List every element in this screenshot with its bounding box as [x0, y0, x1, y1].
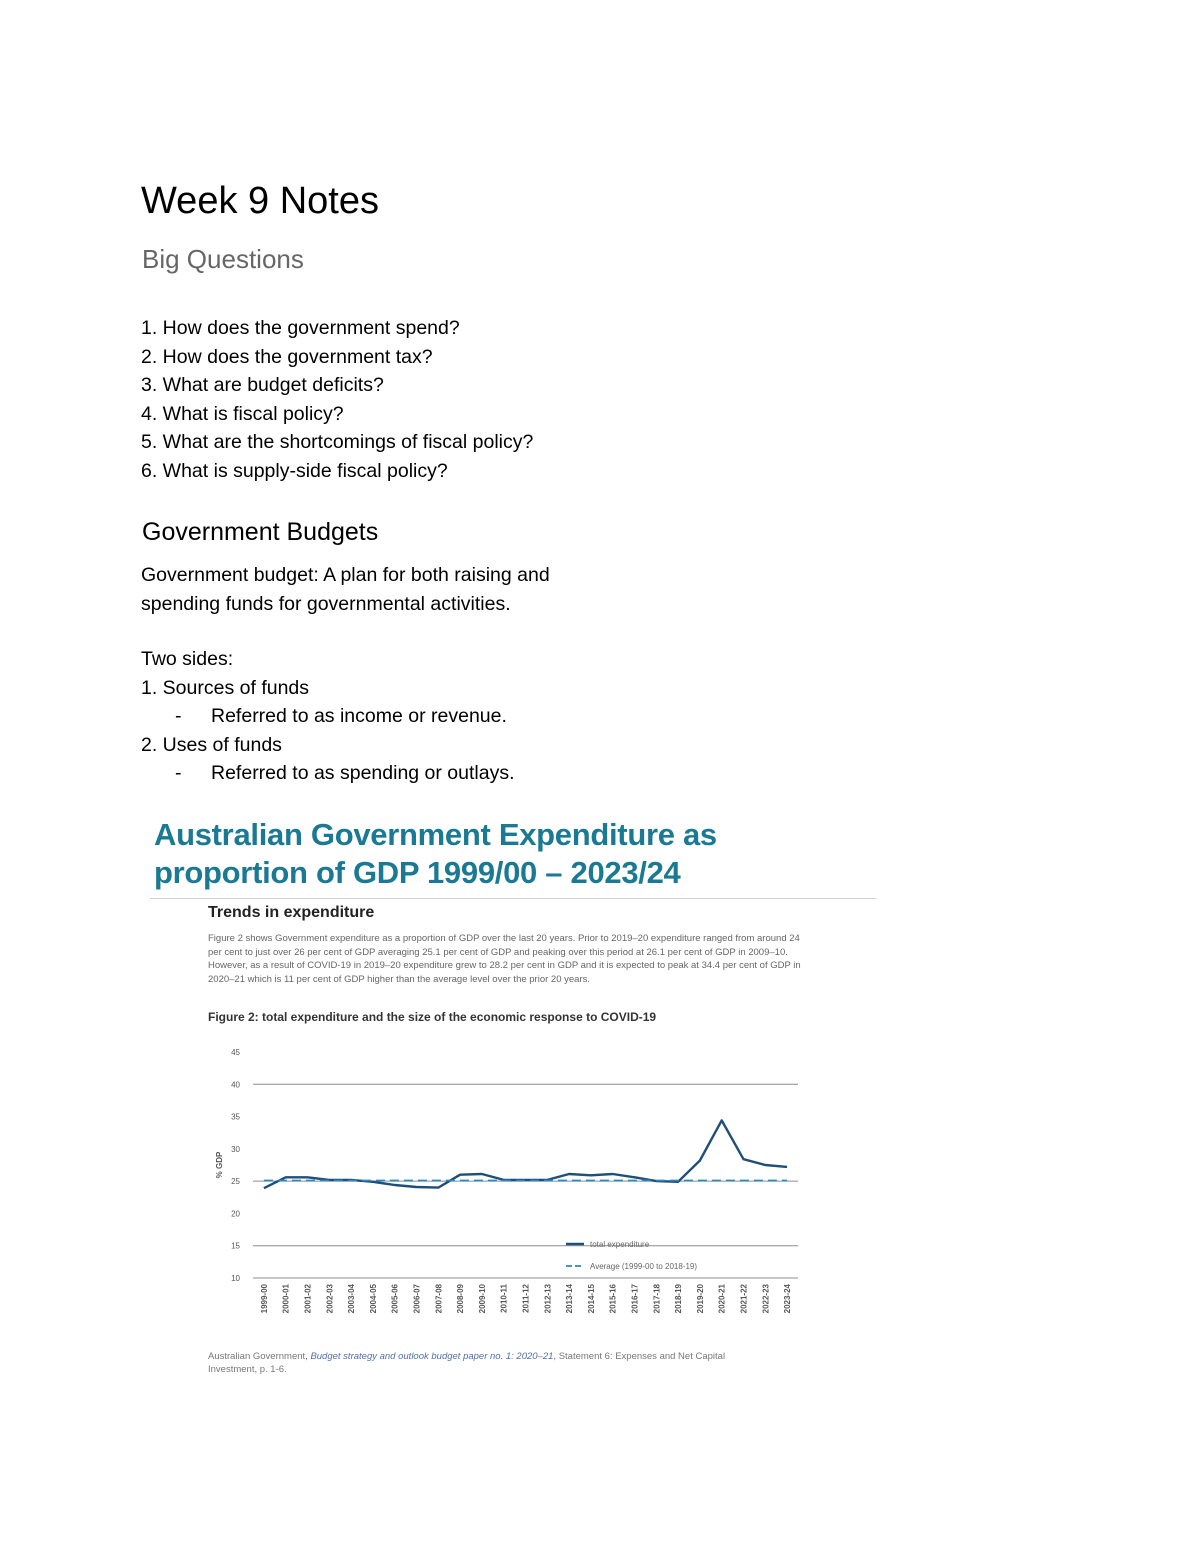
figure-paragraph: Figure 2 shows Government expenditure as a proportion of GDP over the last 20 years. Prior to 2019–20 expenditure ranged from around 24 per cent to just over 26 per cent of GDP averaging 25.1 per cent of GDP and peaking over this period at 26.1 per cent of GDP in 2009–10. However, as a result of COVID-19 in 2019–20 expenditure grew to 28.2 per cent in GDP and it is expected to peak at 34.4 per cent of GDP in 2020–21 which is 11 per cent of GDP higher than the average level over the prior 20 years.	[208, 933, 801, 985]
x-tick-label: 2008-09	[456, 1284, 466, 1314]
x-tick-label: 2012-13	[543, 1284, 553, 1314]
x-tick-label: 2022-23	[761, 1284, 771, 1314]
list-item: 5. What are the shortcomings of fiscal policy?	[141, 431, 534, 454]
x-tick-label: 2000-01	[281, 1284, 291, 1314]
list-item: 4. What is fiscal policy?	[141, 402, 344, 425]
expenditure-figure	[150, 812, 880, 1392]
x-tick-label: 2010-11	[499, 1284, 509, 1313]
sub-item-text: Referred to as income or revenue.	[211, 705, 507, 728]
x-tick-label: 2023-24	[783, 1284, 793, 1314]
x-tick-label: 1999-00	[259, 1284, 269, 1314]
dash-bullet: -	[175, 705, 182, 728]
x-tick-label: 2006-07	[412, 1284, 422, 1314]
source-suffix: , Statement 6: Expenses and Net Capital Investment, p. 1-6.	[208, 1351, 726, 1375]
source-title-link[interactable]: Budget strategy and outlook budget paper no. 1: 2020–21	[310, 1351, 554, 1362]
x-tick-label: 2015-16	[608, 1284, 618, 1314]
legend-label: Average (1999-00 to 2018-19)	[590, 1262, 698, 1271]
total-expenditure-series-line	[264, 1120, 787, 1188]
y-tick-label: 10	[231, 1274, 240, 1283]
figure-caption: Figure 2: total expenditure and the size of the economic response to COVID-19	[208, 1010, 657, 1024]
list-item: 3. What are budget deficits?	[141, 374, 384, 397]
list-item: 2. Uses of funds	[141, 733, 282, 756]
x-tick-label: 2011-12	[521, 1284, 531, 1313]
x-tick-label: 2019-20	[695, 1284, 705, 1314]
source-prefix: Australian Government,	[208, 1351, 311, 1362]
definition-paragraph: Government budget: A plan for both raising and spending funds for governmental activities.	[141, 564, 550, 615]
list-item: 6. What is supply-side fiscal policy?	[141, 459, 448, 482]
y-tick-label: 20	[231, 1209, 240, 1219]
dash-bullet: -	[175, 762, 182, 785]
x-tick-label: 2005-06	[390, 1284, 400, 1314]
list-item: 1. How does the government spend?	[141, 317, 460, 339]
figure-title: Australian Government Expenditure as proportion of GDP 1999/00 – 2023/24	[154, 817, 717, 890]
x-tick-label: 2013-14	[565, 1284, 575, 1314]
x-tick-label: 2007-08	[434, 1284, 444, 1314]
x-tick-label: 2020-21	[717, 1284, 727, 1314]
x-tick-label: 2003-04	[347, 1284, 357, 1314]
x-tick-label: 2017-18	[652, 1284, 662, 1314]
list-item: 1. Sources of funds	[141, 676, 310, 699]
expenditure-line-chart	[208, 1034, 818, 1334]
y-tick-label: 45	[231, 1048, 240, 1057]
legend-label: total expenditure	[590, 1240, 650, 1249]
x-tick-label: 2009-10	[477, 1284, 487, 1314]
y-tick-label: 15	[231, 1241, 240, 1251]
questions-list	[141, 314, 533, 486]
y-tick-label: 25	[231, 1177, 240, 1187]
x-tick-label: 2016-17	[630, 1284, 640, 1314]
page-title: Week 9 Notes	[141, 180, 379, 222]
figure-source	[208, 1350, 768, 1376]
figure-heading: Trends in expenditure	[208, 904, 375, 921]
x-tick-label: 2004-05	[368, 1284, 378, 1314]
section-heading: Government Budgets	[142, 518, 379, 546]
y-tick-label: 35	[231, 1112, 240, 1122]
x-tick-label: 2018-19	[674, 1284, 684, 1314]
y-tick-label: 30	[231, 1144, 240, 1154]
two-sides-list	[141, 645, 515, 788]
sub-item-text: Referred to as spending or outlays.	[211, 762, 515, 785]
list-item: 2. How does the government tax?	[141, 345, 433, 368]
figure-divider	[150, 898, 876, 899]
page-subtitle: Big Questions	[142, 244, 304, 274]
two-sides-intro: Two sides:	[141, 648, 234, 670]
sub-list-item	[141, 759, 515, 788]
y-tick-label: 40	[231, 1080, 240, 1090]
x-tick-label: 2014-15	[586, 1284, 596, 1314]
sub-list-item	[141, 702, 515, 731]
y-axis-label: % GDP	[215, 1151, 224, 1179]
x-tick-label: 2021-22	[739, 1284, 749, 1314]
x-tick-label: 2002-03	[325, 1284, 335, 1314]
x-tick-label: 2001-02	[303, 1284, 313, 1314]
